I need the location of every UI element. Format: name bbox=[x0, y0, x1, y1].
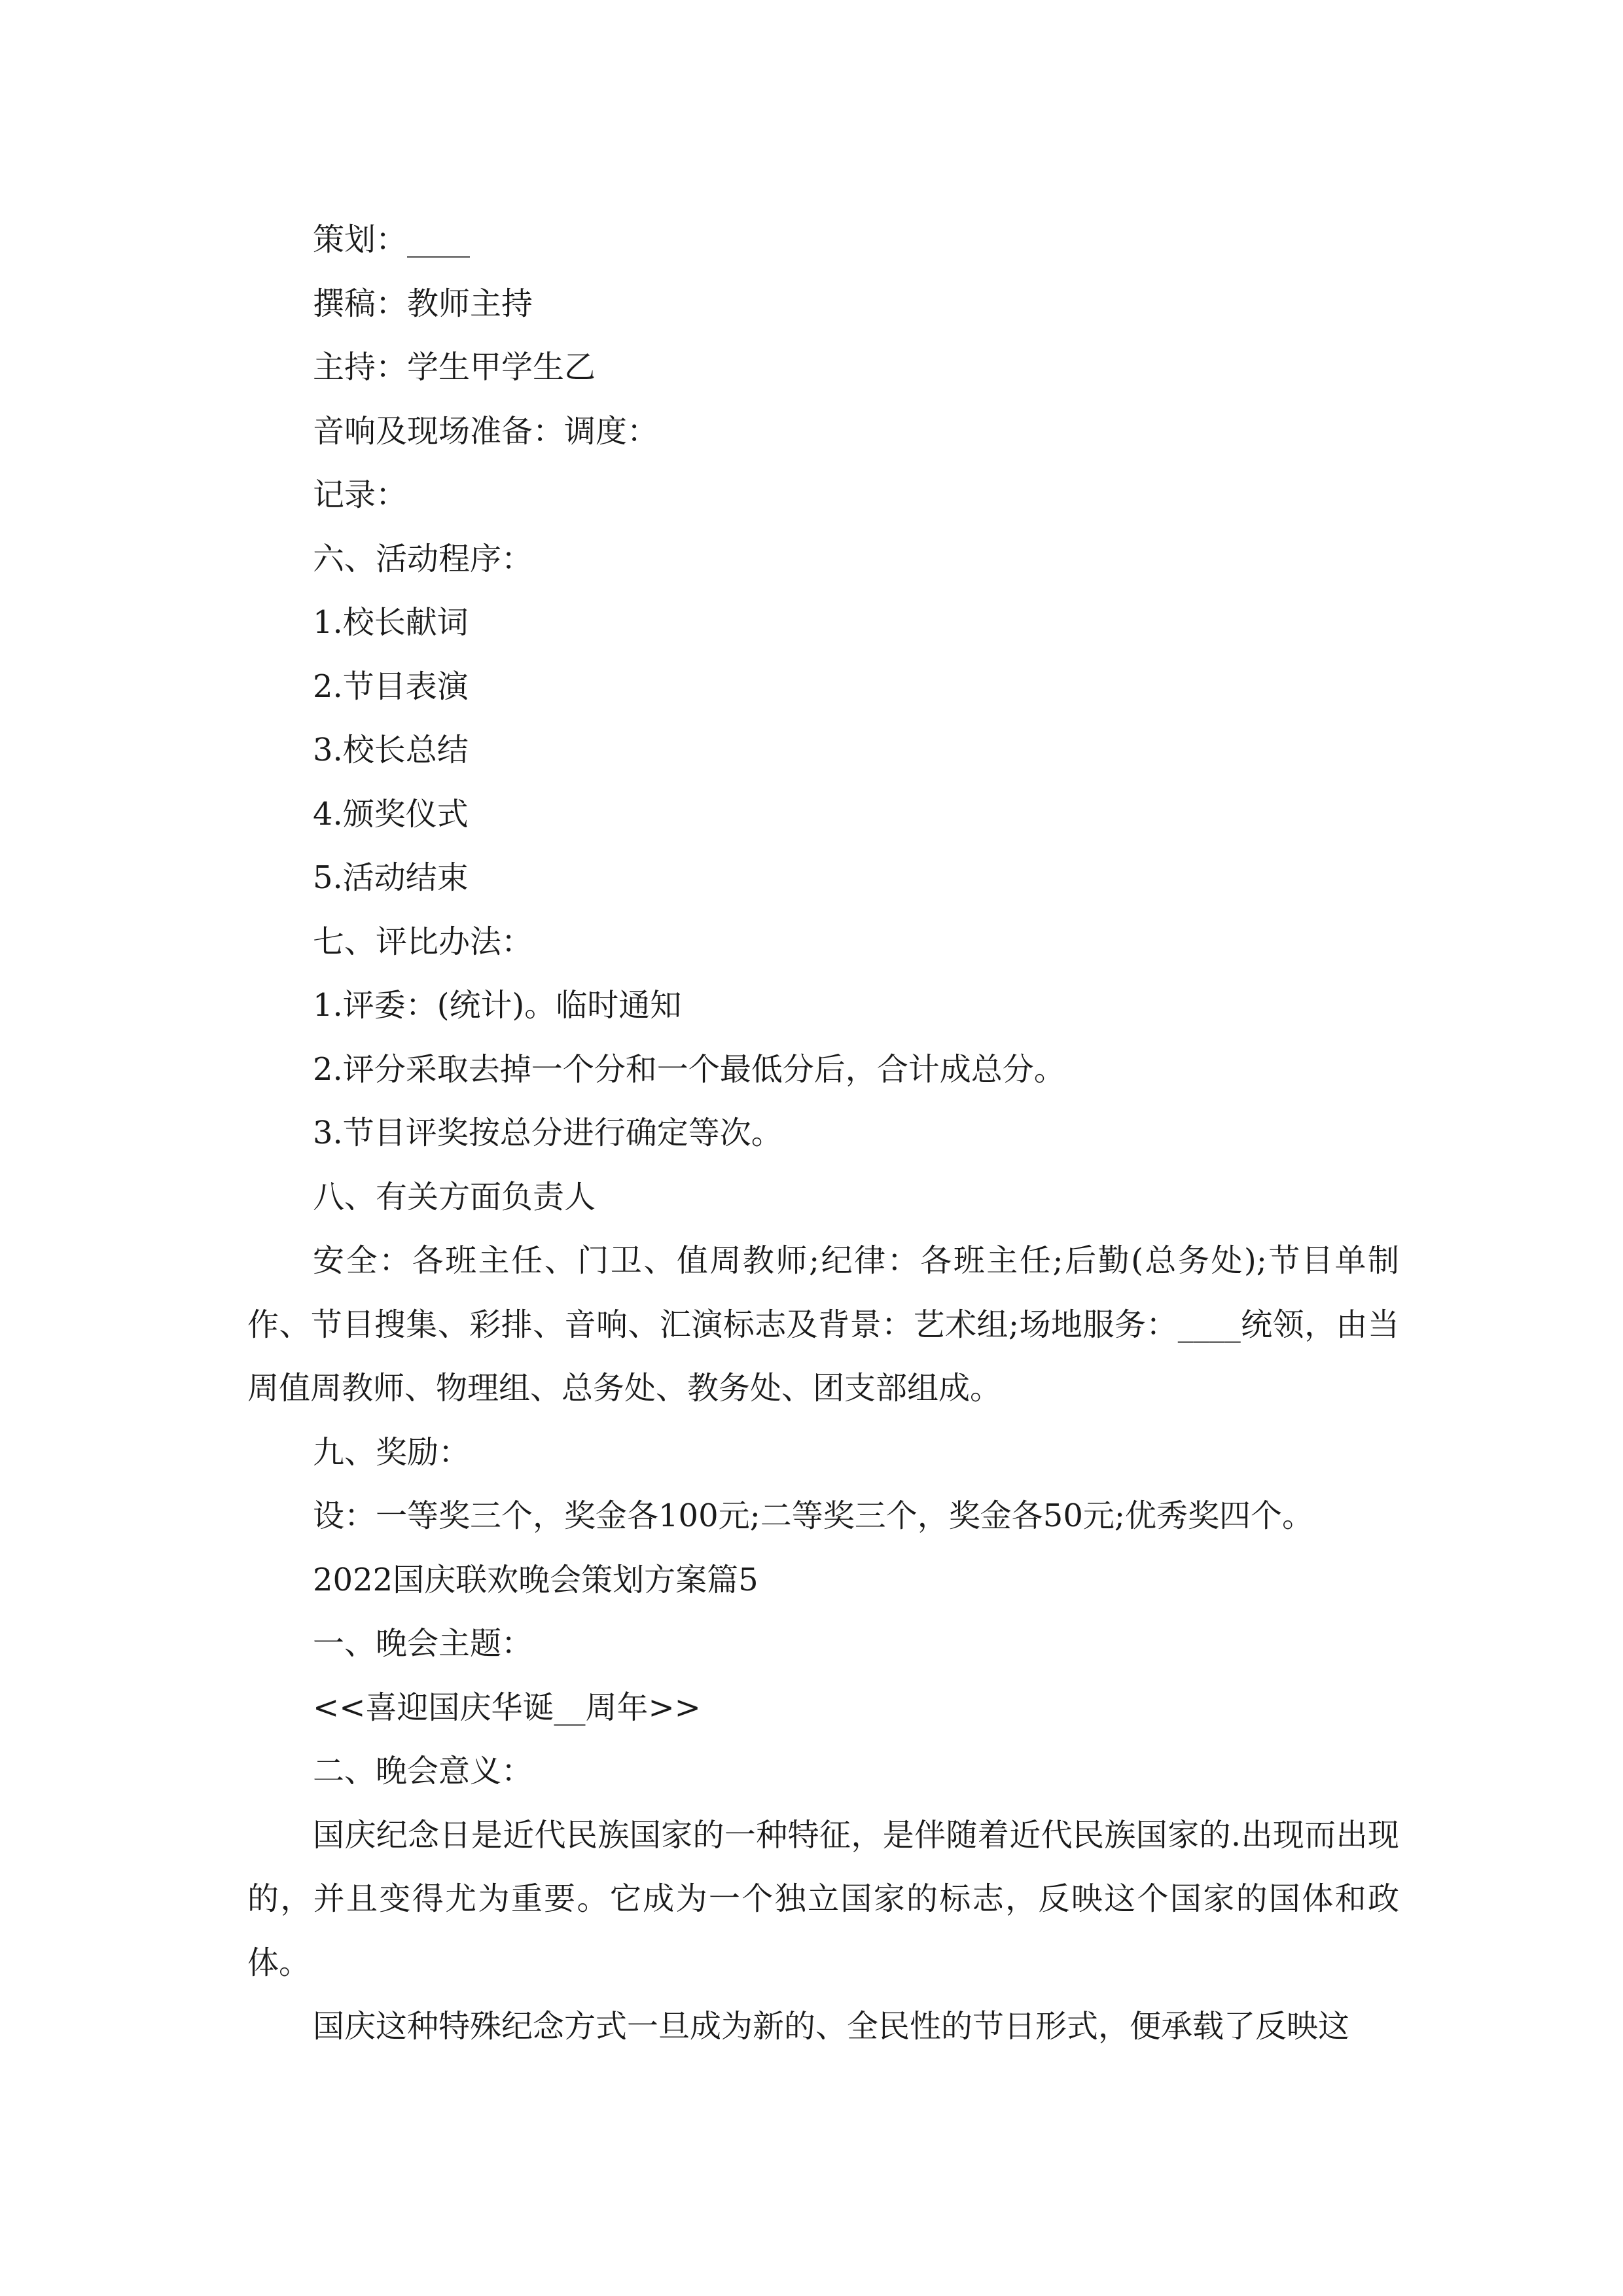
document-body bbox=[247, 208, 1399, 2059]
text-line-record: 记录： bbox=[313, 476, 408, 513]
section-heading-evaluation: 七、评比办法： bbox=[313, 923, 533, 960]
text-line-writer: 撰稿：教师主持 bbox=[313, 285, 533, 322]
text-line-sound: 音响及现场准备：调度： bbox=[313, 412, 659, 450]
list-item: 5.活动结束 bbox=[313, 859, 469, 896]
text-line-theme: <<喜迎国庆华诞__周年>> bbox=[313, 1689, 701, 1726]
list-item: 4.颁奖仪式 bbox=[313, 795, 469, 833]
article-title: 2022国庆联欢晚会策划方案篇5 bbox=[313, 1561, 758, 1598]
section-heading-responsible: 八、有关方面负责人 bbox=[313, 1178, 596, 1215]
section-heading-theme: 一、晚会主题： bbox=[313, 1625, 533, 1662]
list-item: 3.节目评奖按总分进行确定等次。 bbox=[313, 1115, 783, 1151]
text-line-host: 主持：学生甲学生乙 bbox=[313, 349, 596, 386]
paragraph-meaning: 国庆纪念日是近代民族国家的一种特征，是伴随着近代民族国家的.出现而出现的，并且变得尤为重要。它成为一个独立国家的标志，反映这个国家的国体和政体。 bbox=[247, 1816, 1399, 1981]
paragraph-safety: 安全：各班主任、门卫、值周教师;纪律：各班主任;后勤(总务处);节目单制作、节目搜集、彩排、音响、汇演标志及背景：艺术组;场地服务：____统领，由当周值周教师、物理组、总务处、教务处、团支部组成。 bbox=[247, 1242, 1399, 1407]
list-item: 3.校长总结 bbox=[313, 732, 469, 768]
section-heading-reward: 九、奖励： bbox=[313, 1433, 471, 1471]
section-heading-procedure: 六、活动程序： bbox=[313, 540, 533, 577]
section-heading-meaning: 二、晚会意义： bbox=[313, 1753, 533, 1789]
list-item: 1.校长献词 bbox=[313, 604, 469, 641]
list-item: 1.评委：(统计)。临时通知 bbox=[313, 987, 682, 1024]
list-item: 2.评分采取去掉一个分和一个最低分后，合计成总分。 bbox=[313, 1050, 1065, 1088]
paragraph-last: 国庆这种特殊纪念方式一旦成为新的、全民性的节日形式，便承载了反映这 bbox=[313, 2008, 1350, 2045]
text-line-reward: 设：一等奖三个，奖金各100元;二等奖三个，奖金各50元;优秀奖四个。 bbox=[313, 1498, 1314, 1534]
text-line-planner: 策划：____ bbox=[313, 221, 471, 258]
list-item: 2.节目表演 bbox=[313, 668, 469, 705]
